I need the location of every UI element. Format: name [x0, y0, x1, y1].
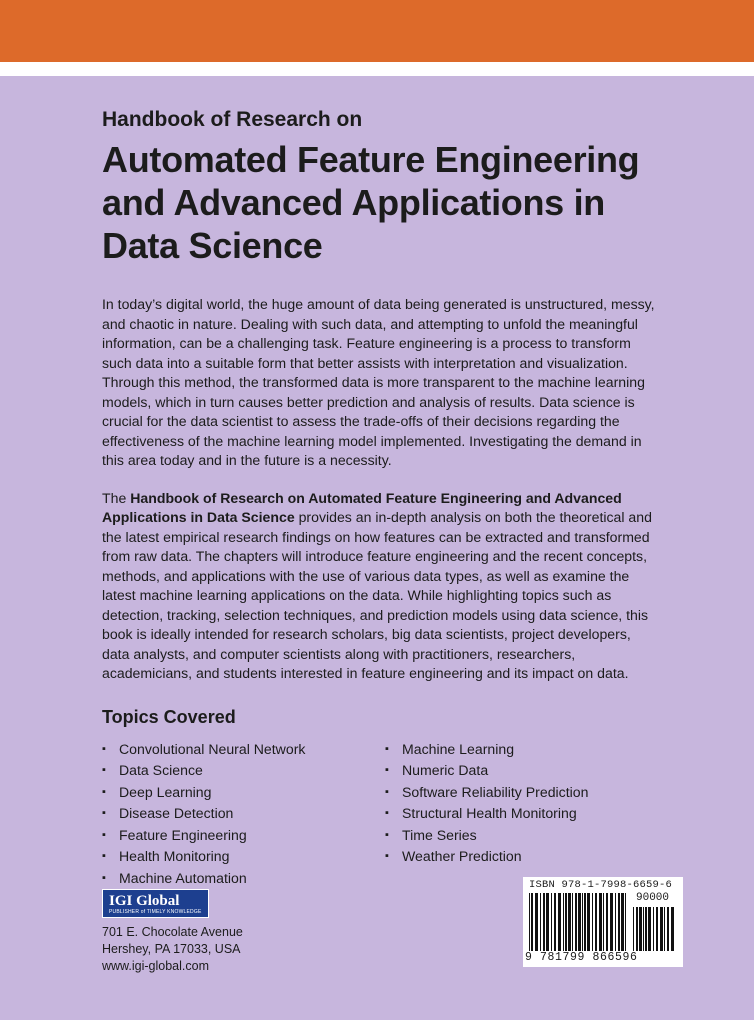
- book-title: [102, 138, 662, 267]
- top-white-band: [0, 62, 754, 76]
- title-line: Data Science: [102, 225, 323, 266]
- publisher-website: www.igi-global.com: [102, 959, 209, 973]
- barcode-bar: [653, 907, 654, 951]
- topic-item: ▪ Health Monitoring: [102, 846, 385, 868]
- barcode-bar: [592, 893, 593, 951]
- barcode-addon-number: 90000: [636, 892, 670, 904]
- barcode-bar: [643, 907, 644, 951]
- paragraph-2-book-name: Handbook of Research on Automated Feature Engineering and Advanced Applications in Data Science: [102, 489, 622, 525]
- barcode-bar: [584, 893, 586, 951]
- barcode-bar: [587, 893, 590, 951]
- topics-list: [102, 739, 662, 890]
- barcode-bar: [618, 893, 620, 951]
- topic-item: ▪ Machine Automation: [102, 868, 385, 890]
- topic-item: ▪ Machine Learning: [385, 739, 588, 761]
- logo-name: IGI Global: [109, 893, 180, 909]
- igi-global-logo: [102, 889, 209, 918]
- top-orange-band: [0, 0, 754, 62]
- barcode-bar: [639, 907, 642, 951]
- topics-column-left: [102, 739, 385, 890]
- paragraph-2-text: provides an in-depth analysis on both the theoretical and the latest empirical research findings on how features can be extracted and transformed from raw data. The chapters will introduce feature engineering and the recent concepts, methods, and applications with the use of various data types, as well as examine the latest machine learning applications on the data. While highlighting topics such as detection, tracking, selection techniques, and prediction models using data science, this book is ideally intended for research scholars, big data scientists, project developers, data analysts, and computer scientists along with practitioners, researchers, academicians, and students interested in feature engineering and its impact on data.: [102, 509, 652, 681]
- logo-tagline: PUBLISHER of TIMELY KNOWLEDGE: [109, 909, 202, 915]
- barcode-bar: [599, 893, 602, 951]
- topic-item: ▪ Software Reliability Prediction: [385, 782, 588, 804]
- barcode-bar: [540, 893, 541, 951]
- publisher-block: [102, 889, 362, 975]
- barcode-bar: [582, 893, 583, 951]
- topics-heading: Topics Covered: [102, 706, 236, 727]
- barcode-bar: [554, 893, 556, 951]
- title-line: and Advanced Applications in: [102, 182, 606, 223]
- barcode-bar: [551, 893, 552, 951]
- barcode-bar: [625, 893, 626, 951]
- isbn-label: ISBN 978-1-7998-6659-6: [529, 879, 673, 891]
- barcode-bar: [667, 907, 669, 951]
- barcode-bar: [535, 893, 538, 951]
- topic-item: ▪ Data Science: [102, 760, 385, 782]
- barcode-digits: 9 781799 866596: [525, 951, 638, 964]
- paragraph-2-prefix: The: [102, 489, 131, 506]
- topics-column-right: [385, 739, 588, 890]
- title-line: Automated Feature Engineering: [102, 139, 640, 180]
- barcode-bar: [565, 893, 567, 951]
- barcode-bar: [606, 893, 608, 951]
- barcode-bar: [656, 907, 658, 951]
- barcode-bar: [648, 907, 651, 951]
- topic-item: ▪ Deep Learning: [102, 782, 385, 804]
- barcode-bar: [568, 893, 571, 951]
- barcode-bar: [543, 893, 545, 951]
- topic-item: ▪ Convolutional Neural Network: [102, 739, 385, 761]
- back-cover-content: [102, 108, 662, 889]
- barcode-bar: [633, 907, 634, 951]
- barcode-bars: [529, 893, 629, 951]
- isbn-barcode: [523, 877, 683, 967]
- description-paragraph-1: In today’s digital world, the huge amount of data being generated is unstructured, messy, and chaotic in nature. Dealing with such data, and attempting to unfold the meaningful information, can be a challenging task. Feature engineering is a process to transform such data into a suitable form that better assists with interpretation and visualization. Through this method, the transformed data is more transparent to the machine learning models, which in turn causes better prediction and analysis of results. Data science is crucial for the data scientist to assess the trade-offs of their decisions regarding the effectiveness of the machine learning model implemented. Investigating the demand in this area today and in the future is a necessity.: [102, 296, 655, 468]
- barcode-bar: [610, 893, 613, 951]
- barcode-bar: [660, 907, 663, 951]
- barcode-bar: [645, 907, 647, 951]
- barcode-bar: [636, 907, 638, 951]
- address-line: 701 E. Chocolate Avenue: [102, 925, 243, 939]
- barcode-bar: [664, 907, 665, 951]
- topic-item: ▪ Structural Health Monitoring: [385, 803, 588, 825]
- topic-item: ▪ Weather Prediction: [385, 846, 588, 868]
- barcode-bar: [671, 907, 674, 951]
- barcode-bar: [578, 893, 581, 951]
- topic-item: ▪ Feature Engineering: [102, 825, 385, 847]
- barcode-addon-bars: [633, 907, 677, 951]
- barcode-bar: [563, 893, 564, 951]
- topic-item: ▪ Disease Detection: [102, 803, 385, 825]
- barcode-bar: [529, 893, 530, 951]
- barcode-bar: [615, 893, 616, 951]
- barcode-bar: [546, 893, 549, 951]
- book-kicker: Handbook of Research on: [102, 108, 363, 131]
- barcode-bar: [575, 893, 577, 951]
- barcode-bar: [558, 893, 561, 951]
- publisher-address: [102, 924, 362, 975]
- barcode-bar: [572, 893, 573, 951]
- barcode-bar: [595, 893, 597, 951]
- barcode-bar: [603, 893, 604, 951]
- address-line: Hershey, PA 17033, USA: [102, 942, 241, 956]
- barcode-bar: [621, 893, 624, 951]
- topic-item: ▪ Time Series: [385, 825, 588, 847]
- description-paragraph-2: [102, 489, 662, 684]
- barcode-bar: [531, 893, 533, 951]
- topic-item: ▪ Numeric Data: [385, 760, 588, 782]
